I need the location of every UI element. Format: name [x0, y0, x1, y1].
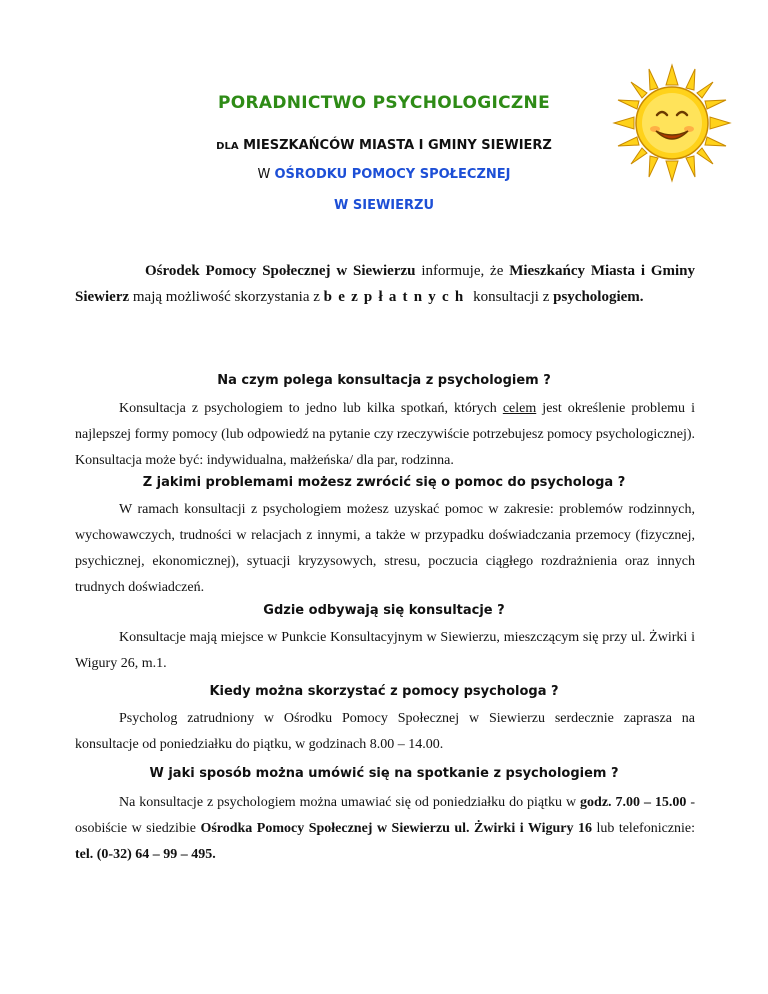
smiling-sun-icon: [612, 63, 732, 183]
header-location-prefix: W: [257, 167, 271, 182]
answer-5-hours: godz. 7.00 – 15.00: [580, 795, 687, 810]
answer-3-text: Konsultacje mają miejsce w Punkcie Konsultacyjnym w Siewierzu, mieszczącym się przy ul. Żwirki i Wigury 26, m.1.: [75, 630, 695, 671]
header-city: W SIEWIERZU: [334, 198, 434, 213]
intro-text-3: konsultacji z: [469, 289, 554, 305]
answer-paragraph-4: [75, 706, 695, 758]
header-location-name: OŚRODKU POMOCY SPOŁECZNEJ: [274, 167, 511, 182]
answer-5-text-3: lub telefonicznie:: [591, 821, 696, 836]
answer-paragraph-3: [75, 625, 695, 677]
header-subtitle-main: MIESZKAŃCÓW MIASTA I GMINY SIEWIERZ: [243, 138, 552, 153]
answer-paragraph-2: [75, 497, 695, 601]
question-heading-5: W jaki sposób można umówić się na spotkanie z psychologiem ?: [149, 766, 619, 781]
intro-free-emphasis: bezpłatnych: [323, 289, 470, 305]
answer-5-text-2: - osobiście w siedzibie: [75, 795, 696, 836]
answer-4-text: Psycholog zatrudniony w Ośrodku Pomocy Społecznej w Siewierzu serdecznie zaprasza na konsultacje od poniedziałku do piątku, w godzinach 8.00 – 14.00.: [75, 711, 695, 752]
answer-paragraph-1: [75, 396, 695, 474]
answer-5-phone: tel. (0-32) 64 – 99 – 495.: [75, 847, 216, 862]
answer-paragraph-5: [75, 790, 695, 868]
header-subtitle-prefix: DLA: [216, 141, 239, 152]
question-heading-2: Z jakimi problemami możesz zwrócić się o pomoc do psychologa ?: [142, 475, 626, 490]
question-heading-1: Na czym polega konsultacja z psychologiem ?: [217, 373, 551, 388]
intro-text-2: mają możliwość skorzystania z: [129, 289, 324, 305]
answer-5-address: Ośrodka Pomocy Społecznej w Siewierzu ul. Żwirki i Wigury 16: [200, 821, 592, 836]
intro-paragraph: [75, 258, 695, 310]
answer-1-text-pre: Konsultacja z psychologiem to jedno lub kilka spotkań, których: [119, 401, 503, 416]
answer-1-underlined: celem: [502, 401, 537, 416]
intro-residents: Mieszkańcy Miasta i Gminy Siewierz: [75, 263, 696, 305]
question-heading-4: Kiedy można skorzystać z pomocy psychologa ?: [209, 684, 559, 699]
answer-2-text: W ramach konsultacji z psychologiem możesz uzyskać pomoc w zakresie: problemów rodzinnych, wychowawczych, trudności w relacjach z innymi, a także w przypadku doświadczania przemocy (fizycznej, psychicznej, ekonomicznej), sytuacji kryzysowych, stresu, poczucia ciągłego rozdrażnienia oraz innych trudnych doświadczeń.: [75, 502, 695, 595]
intro-text-1: informuje, że: [415, 263, 510, 279]
answer-1-text-post: jest określenie problemu i najlepszej formy pomocy (lub odpowiedź na pytanie czy rzeczywiście potrzebujesz pomocy psychologicznej). Konsultacja może być: indywidualna, małżeńska/ dla par, rodzinna.: [75, 401, 695, 468]
question-heading-3: Gdzie odbywają się konsultacje ?: [263, 603, 505, 618]
answer-5-text-1: Na konsultacje z psychologiem można umawiać się od poniedziałku do piątku w: [119, 795, 581, 810]
header-title: PORADNICTWO PSYCHOLOGICZNE: [218, 93, 550, 113]
intro-org-name: Ośrodek Pomocy Społecznej w Siewierzu: [145, 263, 416, 279]
intro-psychologist: psychologiem.: [553, 289, 644, 305]
